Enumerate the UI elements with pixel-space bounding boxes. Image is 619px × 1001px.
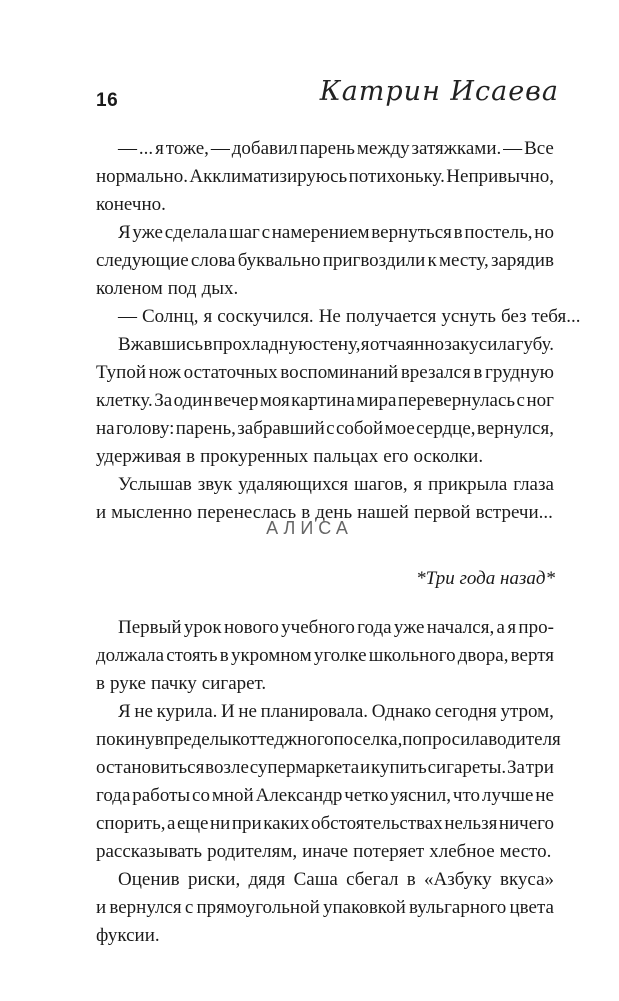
text-line: на голову: парень, забравший с собой мое сердце, вернулся, (96, 418, 554, 439)
text-line: следующие слова буквально пригвоздили к месту, зарядив (96, 250, 554, 271)
text-line: Тупой нож остаточных воспоминаний врезался в грудную (96, 362, 554, 383)
text-line: спорить, а еще ни при каких обстоятельствах нельзя ничего (96, 813, 554, 834)
text-line: Я не курила. И не планировала. Однако сегодня утром, (118, 701, 554, 722)
text-line: фуксии. (96, 925, 160, 946)
text-line: должала стоять в укромном уголке школьного двора, вертя (96, 645, 554, 666)
text-line: покинув пределы коттеджного поселка, попросила водителя (96, 729, 561, 750)
running-head-author: Катрин Исаева (319, 76, 559, 107)
text-block-2 (96, 614, 561, 950)
text-line: в руке пачку сигарет. (96, 673, 267, 694)
page-number: 16 (96, 90, 119, 111)
text-line: рассказывать родителям, иначе потеряет хлебное место. (96, 841, 552, 862)
text-line: года работы со мной Александр четко уяснил, что лучше не (96, 785, 554, 806)
text-block-1 (96, 135, 581, 527)
text-line: нормально. Акклиматизируюсь потихоньку. Непривычно, (96, 166, 554, 187)
text-line: Вжавшись в прохладную стену, я отчаянно закусила губу. (118, 334, 554, 355)
text-line: Я уже сделала шаг с намерением вернуться в постель, но (118, 222, 554, 243)
text-line: и мысленно перенеслась в день нашей первой встречи... (96, 502, 553, 523)
text-line: коленом под дых. (96, 278, 239, 299)
text-line: удерживая в прокуренных пальцах его осколки. (96, 446, 484, 467)
text-line: Услышав звук удаляющихся шагов, я прикрыла глаза (118, 474, 554, 495)
chapter-epigraph: *Три года назад* (416, 568, 555, 589)
text-line: Первый урок нового учебного года уже начался, а я про- (118, 617, 554, 638)
text-line: и вернулся с прямоугольной упаковкой вульгарного цвета (96, 897, 554, 918)
text-line: клетку. За один вечер моя картина мира перевернулась с ног (96, 390, 554, 411)
text-line: — Солнц, я соскучился. Не получается уснуть без тебя... (118, 306, 581, 327)
text-line: остановиться возле супермаркета и купить сигареты. За три (96, 757, 554, 778)
text-line: Оценив риски, дядя Саша сбегал в «Азбуку вкуса» (118, 869, 554, 890)
chapter-heading: АЛИСА (266, 518, 353, 538)
text-line: — ... я тоже, — добавил парень между затяжками. — Все (118, 138, 554, 159)
text-line: конечно. (96, 194, 166, 215)
